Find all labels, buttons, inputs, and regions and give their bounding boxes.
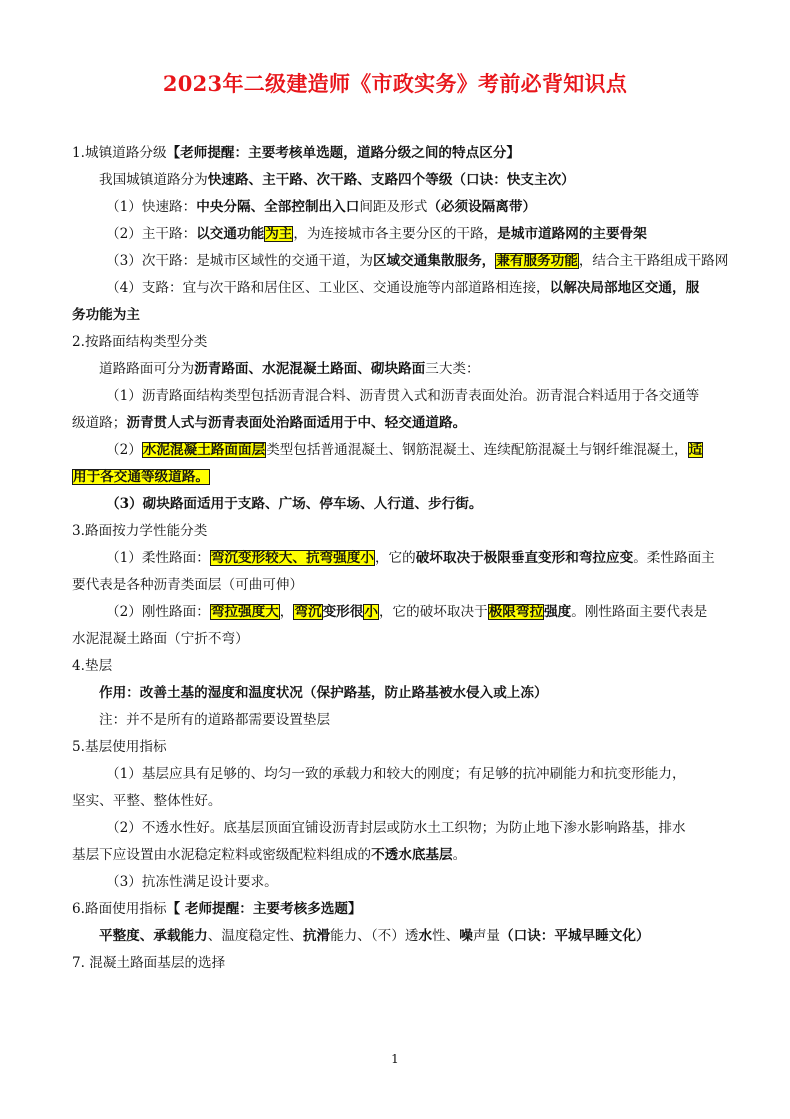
bold-run: 快速路、主干路、次干路、支路四个等级（口诀：快支主次） bbox=[207, 172, 575, 188]
bold-run: 噪 bbox=[459, 928, 473, 944]
bold-run: 沥青路面、水泥混凝土路面、砌块路面 bbox=[194, 361, 426, 377]
text-run: （3）次干路：是城市区域性的交通干道，为 bbox=[106, 253, 373, 269]
bold-run: 作用：改善土基的湿度和温度状况（保护路基，防止路基被水侵入或上冻） bbox=[99, 685, 548, 701]
bold-run: 变形很 bbox=[322, 604, 364, 620]
text-run: ，结合主干路组成干路网 bbox=[578, 253, 729, 269]
section-5-heading: 5.基层使用指标 bbox=[72, 739, 167, 755]
section-4-note: 注：并不是所有的道路都需要设置垫层 bbox=[99, 712, 331, 728]
text-run: （1）快速路： bbox=[106, 199, 197, 215]
text-run: 三大类： bbox=[425, 361, 480, 377]
highlight: 弯拉强度大 bbox=[210, 604, 279, 620]
section-3-item-1-cont: 要代表是各种沥青类面层（可曲可伸） bbox=[72, 577, 304, 593]
text-run: 声量 bbox=[472, 928, 501, 944]
section-2-item-3 bbox=[72, 491, 722, 518]
text-run: 基层下应设置由水泥稳定粒料或密级配粒料组成的 bbox=[72, 847, 372, 863]
text-run: 。 bbox=[452, 847, 467, 863]
text-run: 类型包括普通混凝土、钢筋混凝土、连续配筋混凝土与钢纤维混凝土， bbox=[266, 442, 688, 458]
text-run: 道路路面可分为 bbox=[99, 361, 195, 377]
section-title: 6.路面使用指标 bbox=[72, 901, 167, 917]
bold-run: 区域交通集散服务， bbox=[372, 253, 496, 269]
section-2-heading: 2.按路面结构类型分类 bbox=[72, 334, 208, 350]
section-number: 1. bbox=[72, 145, 85, 161]
section-4-heading: 4.垫层 bbox=[72, 658, 113, 674]
text-run: （1）柔性路面： bbox=[106, 550, 210, 566]
section-1-intro bbox=[72, 167, 722, 194]
bold-run: 水 bbox=[418, 928, 433, 944]
text-run: （2）主干路： bbox=[106, 226, 197, 242]
bold-run: 平整度、承载能力 bbox=[99, 928, 208, 944]
section-6-body bbox=[72, 923, 722, 950]
text-run: 我国城镇道路分为 bbox=[99, 172, 208, 188]
section-1-item-3 bbox=[72, 248, 729, 275]
text-run: ，它的 bbox=[374, 550, 416, 566]
section-2-item-2 bbox=[72, 437, 722, 464]
text-run: 级道路； bbox=[72, 415, 127, 431]
section-1-item-2 bbox=[72, 221, 722, 248]
text-run: 、温度稳定性、 bbox=[207, 928, 303, 944]
section-7-heading: 7. 混凝土路面基层的选择 bbox=[72, 955, 226, 971]
text-run: 性、 bbox=[432, 928, 460, 944]
section-6-heading bbox=[72, 896, 722, 923]
highlight: 极限弯拉 bbox=[488, 604, 544, 620]
section-5-item-1-cont: 坚实、平整、整体性好。 bbox=[72, 793, 222, 809]
highlight: 弯沉变形较大、抗弯强度小 bbox=[210, 550, 374, 566]
bold-run: 不透水底基层 bbox=[371, 847, 453, 863]
text-run: ，它的破坏取决于 bbox=[378, 604, 488, 620]
document-body bbox=[72, 140, 729, 977]
section-5-item-3: （3）抗冻性满足设计要求。 bbox=[106, 874, 278, 890]
bold-run: 务功能为主 bbox=[72, 307, 140, 323]
highlight: 兼有服务功能 bbox=[496, 253, 578, 269]
section-4-effect bbox=[72, 680, 722, 707]
text-run: 。刚性路面主要代表是 bbox=[571, 604, 708, 620]
section-title: 城镇道路分级 bbox=[84, 145, 167, 161]
text-run: （2） bbox=[106, 442, 142, 458]
section-2-item-1: （1）沥青路面结构类型包括沥青混合料、沥青贯入式和沥青表面处治。沥青混合料适用于各交通等 bbox=[106, 388, 700, 404]
section-5-item-1: （1）基层应具有足够的、均匀一致的承载力和较大的刚度；有足够的抗冲刷能力和抗变形能力， bbox=[106, 766, 686, 782]
bold-run: 中央分隔、全部控制出入口 bbox=[196, 199, 360, 215]
section-3-item-1 bbox=[72, 545, 722, 572]
section-3-item-2-cont: 水泥混凝土路面（宁折不弯） bbox=[72, 631, 249, 647]
teacher-note: 【 老师提醒：主要考核多选题】 bbox=[166, 901, 362, 917]
section-1-item-1 bbox=[72, 194, 722, 221]
highlight: 用于各交通等级道路。 bbox=[73, 469, 209, 485]
section-3-heading: 3.路面按力学性能分类 bbox=[72, 523, 208, 539]
section-5-item-2: （2）不透水性好。底基层顶面宜铺设沥青封层或防水土工织物；为防止地下渗水影响路基，排水 bbox=[106, 820, 686, 836]
highlight: 水泥混凝土路面面层 bbox=[142, 442, 266, 458]
text-run: ， bbox=[279, 604, 294, 620]
bold-run: 是城市道路网的主要骨架 bbox=[497, 226, 647, 242]
highlight: 弯沉 bbox=[294, 604, 322, 620]
bold-run: 强度 bbox=[544, 604, 572, 620]
text-run: 能力、（不）透 bbox=[330, 928, 419, 944]
page-title: 2023年二级建造师《市政实务》考前必背知识点 bbox=[162, 71, 628, 96]
page-number: 1 bbox=[391, 1052, 399, 1066]
bold-run: （必须设隔离带） bbox=[427, 199, 537, 215]
text-run: 间距及形式 bbox=[359, 199, 428, 215]
section-2-intro bbox=[72, 356, 722, 383]
bold-run: 以解决局部地区交通，服 bbox=[549, 280, 700, 296]
section-5-item-2-cont bbox=[72, 842, 722, 869]
teacher-note: 【老师提醒：主要考核单选题，道路分级之间的特点区分】 bbox=[166, 145, 520, 161]
text-run: （4）支路：宜与次干路和居住区、工业区、交通设施等内部道路相连接， bbox=[106, 280, 550, 296]
section-1-item-4 bbox=[72, 275, 722, 302]
bold-run: （口诀：平城早睡文化） bbox=[500, 928, 650, 944]
bold-run: 破坏取决于极限垂直变形和弯拉应变 bbox=[415, 550, 634, 566]
bold-run: 沥青贯人式与沥青表面处治路面适用于中、轻交通道路。 bbox=[126, 415, 467, 431]
bold-run: 以交通功能 bbox=[196, 226, 265, 242]
highlight: 为主 bbox=[265, 226, 293, 242]
section-1-heading bbox=[72, 140, 722, 167]
highlight: 适 bbox=[688, 442, 703, 458]
text-run: （2）刚性路面： bbox=[106, 604, 210, 620]
text-run: ，为连接城市各主要分区的干路， bbox=[293, 226, 498, 242]
section-2-item-1-cont bbox=[72, 410, 722, 437]
bold-run: 抗滑 bbox=[302, 928, 331, 944]
section-2-item-2-cont bbox=[72, 464, 722, 491]
text-run: 。柔性路面主 bbox=[633, 550, 715, 566]
highlight: 小 bbox=[364, 604, 378, 620]
bold-run: （3）砌块路面适用于支路、广场、停车场、人行道、步行街。 bbox=[106, 496, 483, 512]
section-3-item-2 bbox=[72, 599, 722, 626]
section-1-item-4-cont bbox=[72, 302, 722, 329]
